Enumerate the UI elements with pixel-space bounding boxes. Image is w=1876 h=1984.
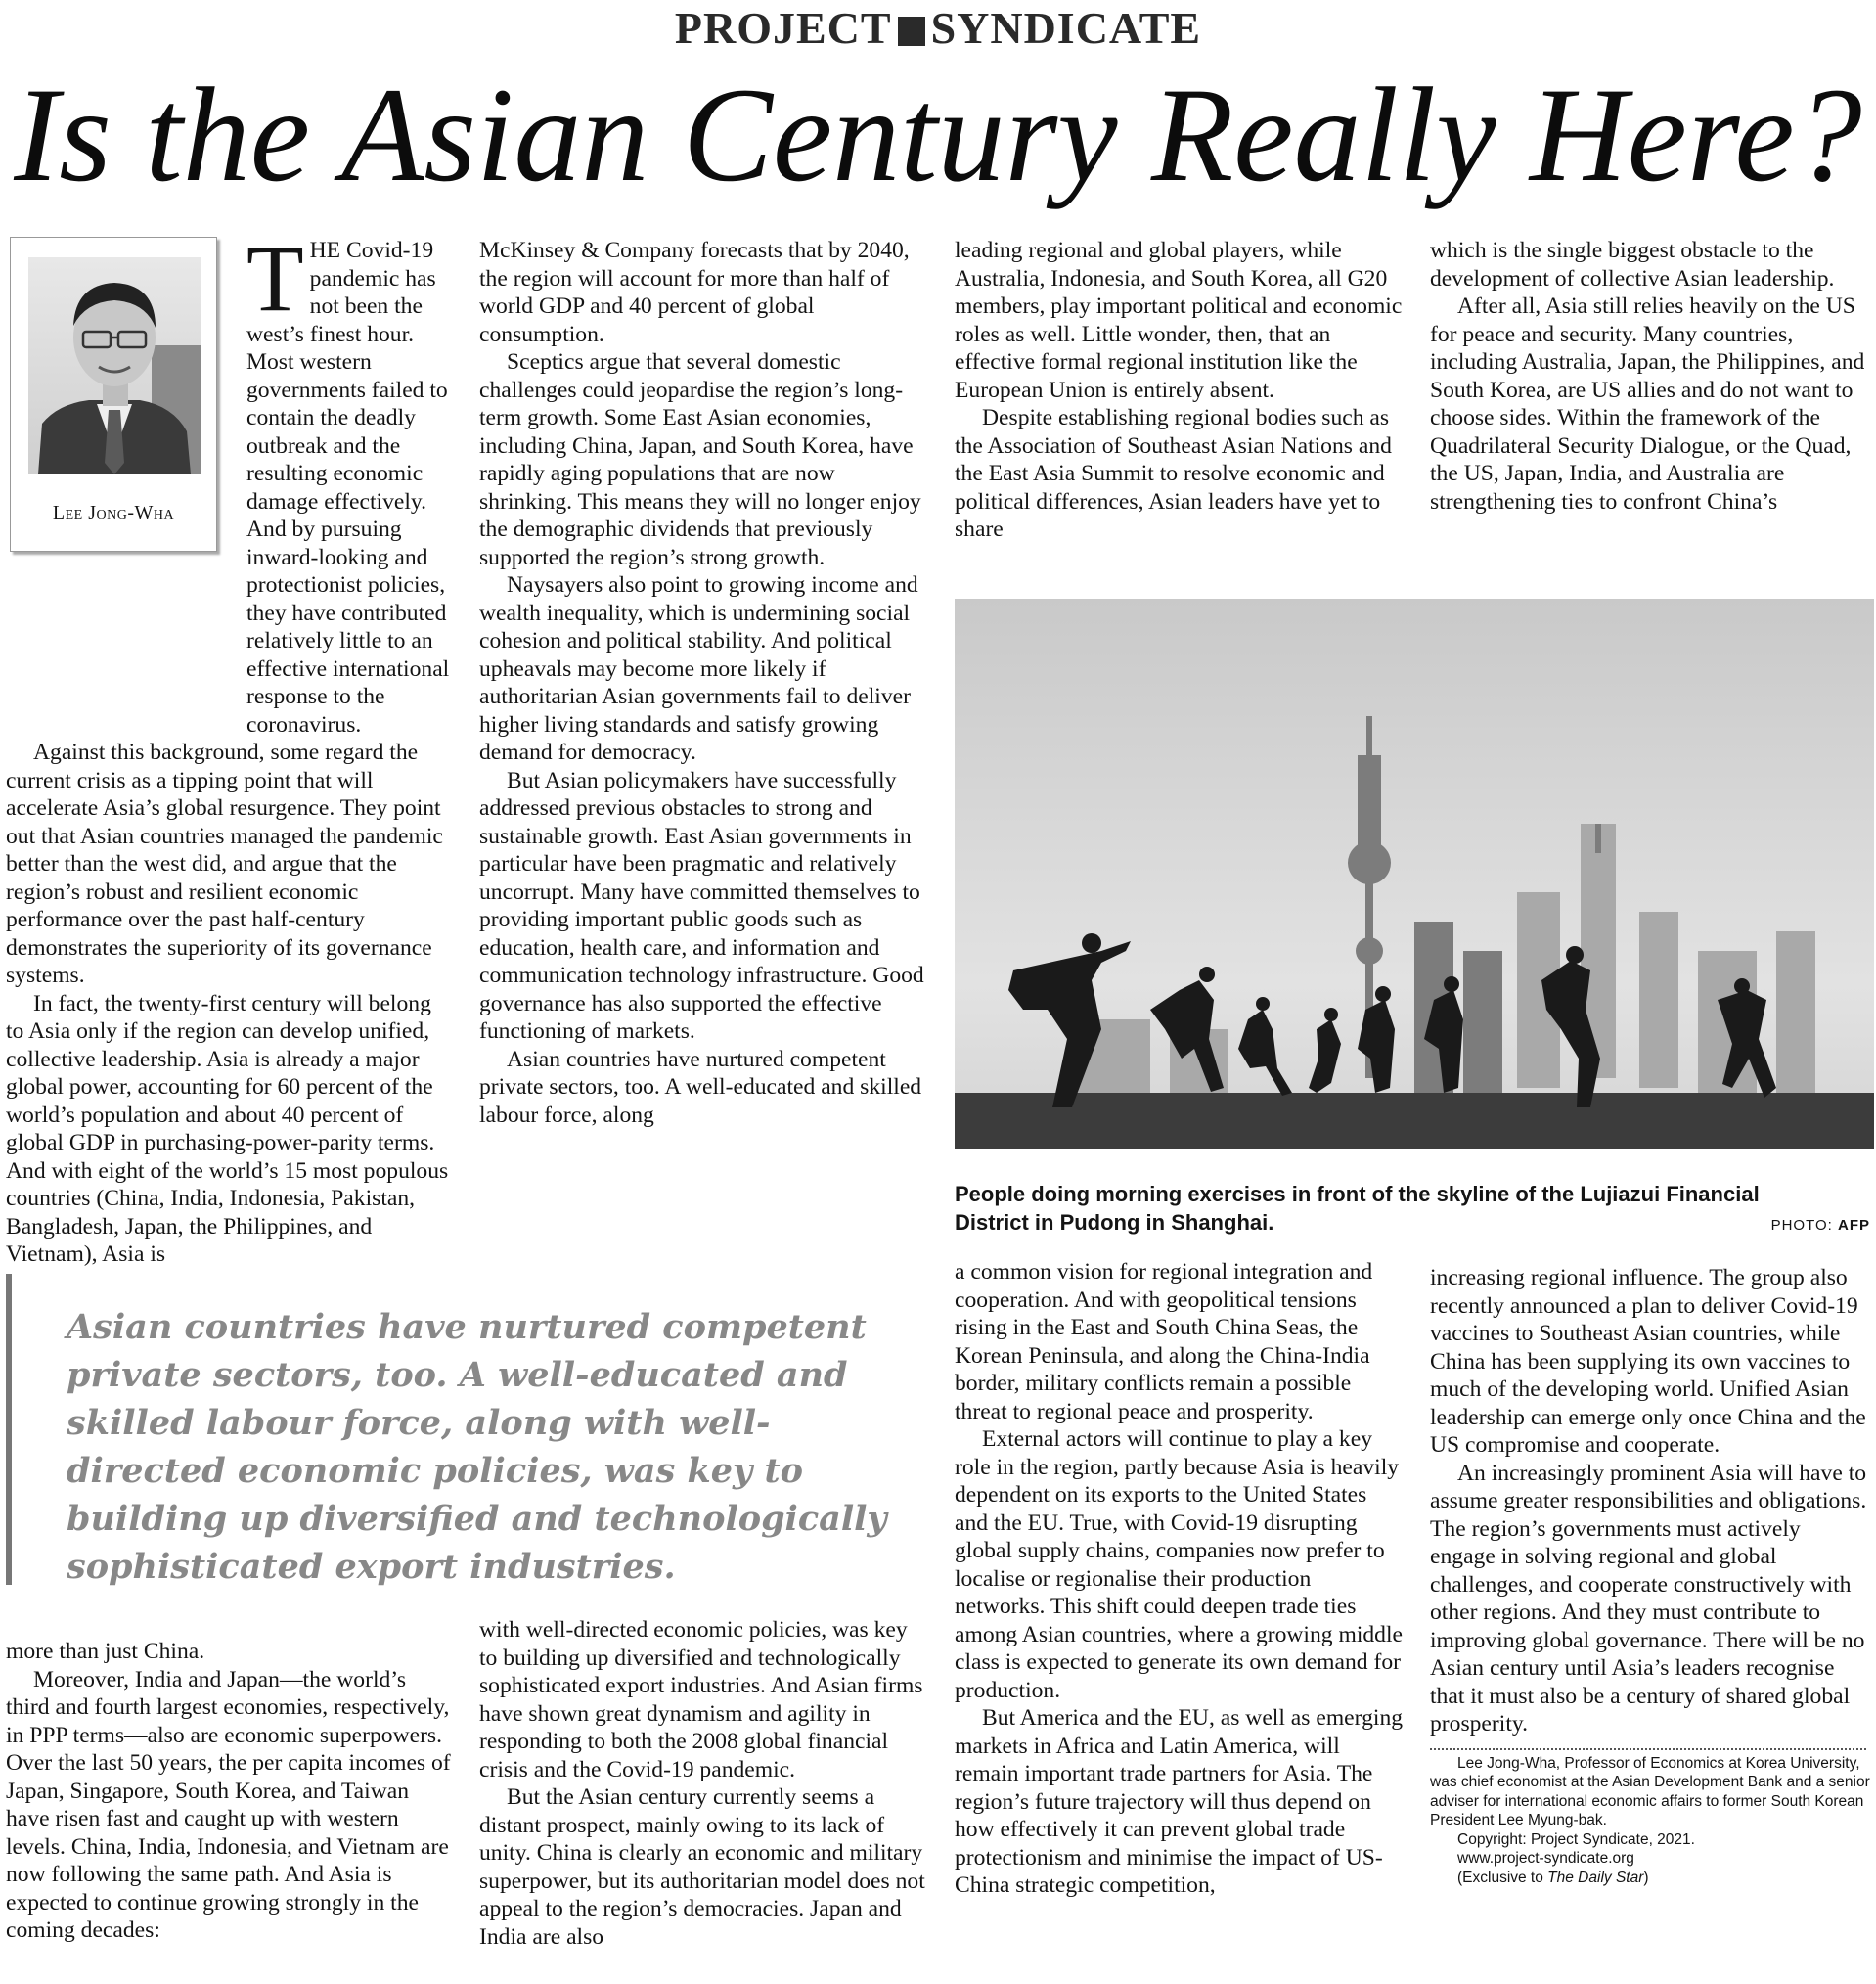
col2-paragraph-3: Naysayers also point to growing income and wealth inequality, which is undermining social cohesion and political stability. And political upheavals may become more likely if authoritarian Asian governments fail to deliver higher living standards and satisfy growing demand for democracy. <box>479 572 918 765</box>
col2-paragraph-2: Sceptics argue that several domestic challenges could jeopardise the region’s long-term growth. Some East Asian economies, including China, Japan, and South Korea, have rapidly aging populations that are now shrinking. This means they will no longer enjoy the demographic dividends that previously supported the region’s strong growth. <box>479 349 921 570</box>
bcol3-paragraph-1: a common vision for regional integration and cooperation. And with geopolitical tensions rising in the East and South China Seas, the Korean Peninsula, and along the China-India border, military conflicts remain a possible threat to regional peace and prosperity. <box>955 1259 1373 1424</box>
photo-caption: People doing morning exercises in front of the skyline of the Lujiazui Financial District in Pudong in Shanghai. <box>955 1182 1760 1235</box>
pullquote: Asian countries have nurtured competent private sectors, too. A well-educated and skilled labour force, along with well-directed economic policies, was key to building up diversified and technologically sophisticated export industries. <box>67 1307 887 1587</box>
col1-paragraph-2: Against this background, some regard the current crisis as a tipping point that will accelerate Asia’s global resurgence. They point out that Asian countries managed the pandemic better than the west did, and argue that the region’s robust and resilient economic performance over the past half-century demonstrates the superiority of its governance systems. <box>6 740 443 988</box>
bottom-column-4 <box>1430 1264 1870 1887</box>
bcol1-paragraph-2: Moreover, India and Japan—the world’s third and fourth largest economies, respectively, in PPP terms—also are economic superpowers. Over the last 50 years, the per capita incomes of Japan, Singapore, South Korea, and Taiwan have risen fast and caught up with western levels. China, India, Indonesia, and Vietnam are now following the same path. And Asia is expected to continue growing strongly in the coming decades: <box>6 1666 451 1943</box>
bcol2-paragraph-1: with well-directed economic policies, was key to building up diversified and technologically sophisticated export industries. And Asian firms have shown great dynamism and agility in responding to both the 2008 global financial crisis and the Covid-19 pandemic. <box>479 1617 923 1782</box>
bottom-column-2 <box>479 1616 929 1951</box>
bcol3-paragraph-3: But America and the EU, as well as emerging markets in Africa and Latin America, will remain important trade partners for Asia. The region’s future trajectory will thus depend on how effectively it can prevent global trade protectionism and minimise the impact of US-China strategic competition, <box>955 1705 1404 1898</box>
bcol4-paragraph-1: increasing regional influence. The group also recently announced a plan to deliver Covid-19 vaccines to Southeast Asian countries, while China has been supplying its own vaccines to much of the developing world. Unified Asian leadership can emerge only once China and the US compromise and cooperate. <box>1430 1265 1866 1458</box>
bcol4-paragraph-2: An increasingly prominent Asia will have to assume greater responsibilities and obligations. The region’s governments must actively engage in solving regional and global challenges, and cooperate constructively with other regions. And they must contribute to improving global governance. There will be no Asian century until Asia’s leaders recognise that it must also be a century of shared global prosperity. <box>1430 1460 1867 1736</box>
author-bio: Lee Jong-Wha, Professor of Economics at Korea University, was chief economist at the Asian Development Bank and a senior adviser for international economic affairs to former South Korean President Lee Myung-bak. <box>1430 1754 1870 1828</box>
photo-credit-label: PHOTO: <box>1770 1217 1838 1234</box>
photo-credit <box>1771 1217 1870 1234</box>
masthead-right: SYNDICATE <box>930 3 1202 53</box>
photo-credit-source: AFP <box>1838 1217 1870 1234</box>
col1-paragraph-3: In fact, the twenty-first century will belong to Asia only if the region can develop unified, collective leadership. Asia is already a major global power, accounting for 60 percent of the world’s population and about 40 percent of global GDP in purchasing-power-parity terms. And with eight of the world’s 15 most populous countries (China, India, Indonesia, Pakistan, Bangladesh, Japan, the Philippines, and Vietnam), Asia is <box>6 990 449 1267</box>
pullquote-bar <box>6 1274 12 1585</box>
col2-paragraph-1: McKinsey & Company forecasts that by 2040, the region will account for more than half of world GDP and 40 percent of global consumption. <box>479 238 910 347</box>
column-3 <box>955 237 1405 544</box>
masthead <box>0 2 1876 54</box>
publication-name: The Daily Star <box>1547 1869 1644 1886</box>
bcol3-paragraph-2: External actors will continue to play a key role in the region, partly because Asia is heavily dependent on its exports to the United States and the EU. True, with Covid-19 disrupting global supply chains, companies now prefer to localise or regionalise their production networks. This shift could deepen trade ties among Asian countries, where a growing middle class is expected to generate its own demand for production. <box>955 1426 1404 1703</box>
separator <box>1430 1748 1866 1750</box>
col4-paragraph-1: which is the single biggest obstacle to the development of collective Asian leadership. <box>1430 238 1835 292</box>
col1-paragraph-1: THE Covid-19 pandemic has not been the west’s finest hour. Most western governments failed to contain the deadly outbreak and the resulting economic damage effectively. And by pursuing inward-looking and protectionist policies, they have contributed relatively little to an effective international response to the coronavirus. <box>246 226 450 738</box>
copyright: Copyright: Project Syndicate, 2021. <box>1457 1830 1695 1848</box>
column-1 <box>6 226 452 1269</box>
col2-paragraph-4: But Asian policymakers have successfully addressed previous obstacles to strong and sustainable growth. East Asian governments in particular have been pragmatic and relatively uncorrupt. Many have committed themselves to providing important public goods such as education, health care, and information and communication technology infrastructure. Good governance has also supported the effective functioning of markets. <box>479 767 924 1044</box>
column-2 <box>479 237 929 1129</box>
masthead-left: PROJECT <box>674 3 892 53</box>
bcol2-paragraph-2: But the Asian century currently seems a distant prospect, mainly owing to its lack of unity. China is clearly an economic and military superpower, but its authoritarian model does not appeal to the region’s democracies. Japan and India are also <box>479 1784 925 1950</box>
skyline-photo <box>955 599 1874 1149</box>
col2-paragraph-5: Asian countries have nurtured competent private sectors, too. A well-educated and skilled labour force, along <box>479 1046 922 1128</box>
masthead-logo-icon <box>898 17 925 46</box>
author-name: Lee Jong-Wha <box>52 502 175 523</box>
bottom-column-3 <box>955 1258 1405 1900</box>
bottom-column-1 <box>6 1638 452 1945</box>
exclusive-note: (Exclusive to The Daily Star) <box>1457 1869 1649 1886</box>
col3-paragraph-1: leading regional and global players, while Australia, Indonesia, and South Korea, all G20 members, play important political and economic roles as well. Little wonder, then, that an effective formal regional institution like the European Union is entirely absent. <box>955 238 1403 403</box>
headline: Is the Asian Century Really Here? <box>14 60 1862 209</box>
col4-paragraph-2: After all, Asia still relies heavily on the US for peace and security. Many countries, including Australia, Japan, the Philippines, and South Korea, are US allies and do not want to choose sides. Within the framework of the Quadrilateral Security Dialogue, or the Quad, the US, Japan, India, and Australia are strengthening ties to confront China’s <box>1430 293 1865 515</box>
bcol1-paragraph-1: more than just China. <box>6 1639 205 1664</box>
col3-paragraph-2: Despite establishing regional bodies such as the Association of Southeast Asian Nations and the East Asia Summit to resolve economic and political differences, Asian leaders have yet to share <box>955 405 1392 542</box>
drop-cap: T <box>246 226 304 331</box>
column-4 <box>1430 237 1870 516</box>
website-link[interactable]: www.project-syndicate.org <box>1457 1850 1634 1867</box>
